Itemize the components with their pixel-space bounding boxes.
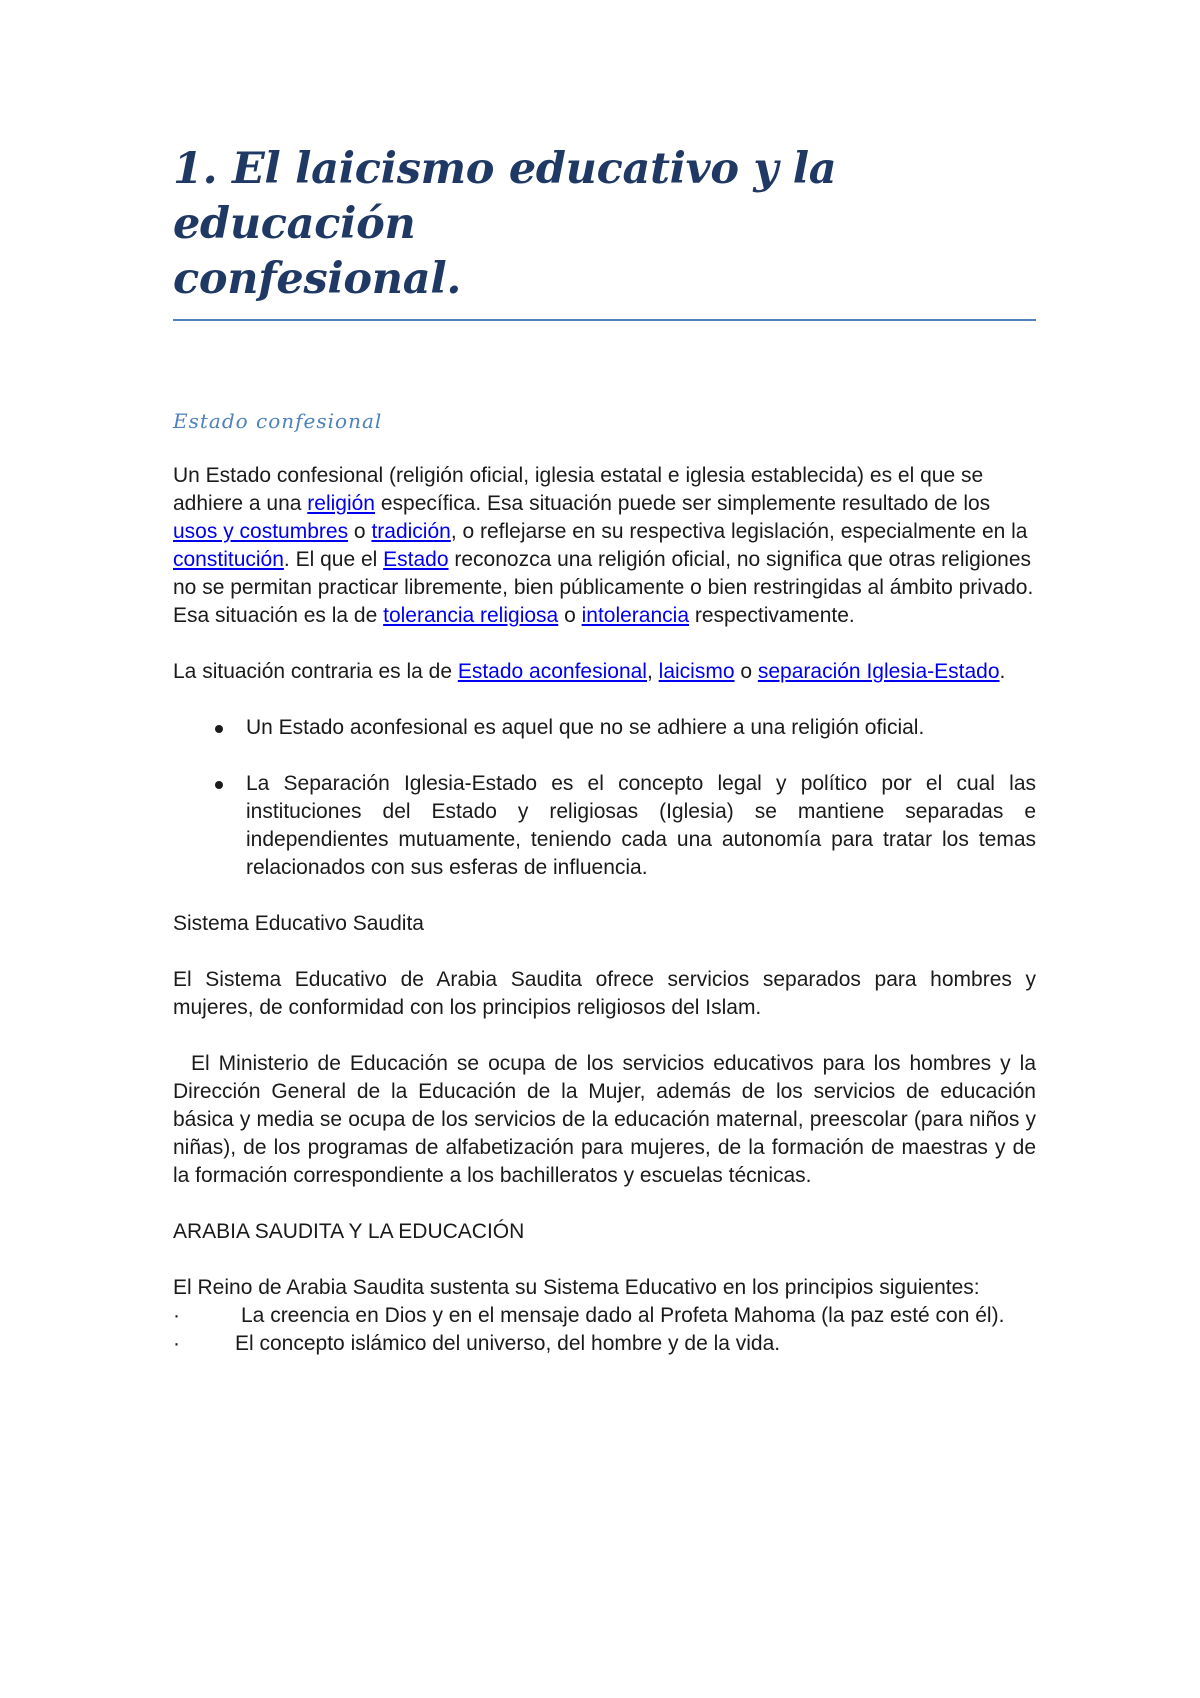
bullet-icon [215,725,223,733]
list-item: · El concepto islámico del universo, del hombre y de la vida. [173,1330,1036,1358]
section-title-arabia-saudita: ARABIA SAUDITA Y LA EDUCACIÓN [173,1220,525,1243]
section-title-estado-confesional: Estado confesional [173,409,383,433]
link-tradicion[interactable]: tradición [371,520,451,543]
list-item: La Separación Iglesia-Estado es el concepto legal y político por el cual las instituciones del Estado y religiosas (Iglesia) se mantiene separadas e independientes mutuamente, teniendo cada una autonomía para tratar los temas relacionados con sus esferas de influencia. [173,770,1036,882]
paragraph-ministerio: El Ministerio de Educación se ocupa de los servicios educativos para los hombres y la Dirección General de la Educación de la Mujer, además de los servicios de educación básica y media se ocupa de los servicios de la educación maternal, preescolar (para niños y niñas), de los programas de alfabetización para mujeres, de la formación de maestras y de la formación correspondiente a los bachilleratos y escuelas técnicas. [173,1052,1036,1187]
paragraph-estado-confesional: Un Estado confesional (religión oficial, iglesia estatal e iglesia establecida) es el que se adhiere a una religión específica. Esa situación puede ser simplemente resultado de los usos y costumbres o tradición, o reflejarse en su respectiva legislación, especialmente en la constitución. El que el Estado reconozca una religión oficial, no significa que otras religiones no se permitan practicar libremente, bien públicamente o bien restringidas al ámbito privado. Esa situación es la de tolerancia religiosa o intolerancia respectivamente. [173,464,1034,627]
paragraph-sistema-educativo: El Sistema Educativo de Arabia Saudita ofrece servicios separados para hombres y mujeres, de conformidad con los principios religiosos del Islam. [173,968,1036,1019]
list-item: Un Estado aconfesional es aquel que no se adhiere a una religión oficial. [173,714,1036,742]
paragraph-situacion-contraria: La situación contraria es la de Estado aconfesional, laicismo o separación Iglesia-Estado. [173,660,1006,683]
link-separacion-iglesia-estado[interactable]: separación Iglesia-Estado [757,660,1000,683]
link-estado-aconfesional[interactable]: Estado aconfesional [457,660,647,683]
section-title-sistema-educativo: Sistema Educativo Saudita [173,912,424,935]
principles-list [173,1302,1036,1358]
link-religion[interactable]: religión [307,492,375,515]
bullet-list [173,714,1036,882]
dot-icon: · [173,1332,180,1355]
paragraph-principios: El Reino de Arabia Saudita sustenta su Sistema Educativo en los principios siguientes: [173,1276,980,1299]
page-title-line-1: 1. El laicismo educativo y la educación [173,144,837,249]
dot-icon: · [173,1304,180,1327]
bullet-icon [215,781,223,789]
link-estado[interactable]: Estado [383,548,449,571]
link-tolerancia-religiosa[interactable]: tolerancia religiosa [383,604,559,627]
page-title-line-2: confesional. [173,254,462,304]
link-laicismo[interactable]: laicismo [658,660,735,683]
link-intolerancia[interactable]: intolerancia [581,604,689,627]
list-item: · La creencia en Dios y en el mensaje dado al Profeta Mahoma (la paz esté con él). [173,1302,1036,1330]
page-title [173,142,1036,321]
link-constitucion[interactable]: constitución [173,548,284,571]
link-usos-y-costumbres[interactable]: usos y costumbres [173,520,349,543]
document-page [173,142,1036,1358]
